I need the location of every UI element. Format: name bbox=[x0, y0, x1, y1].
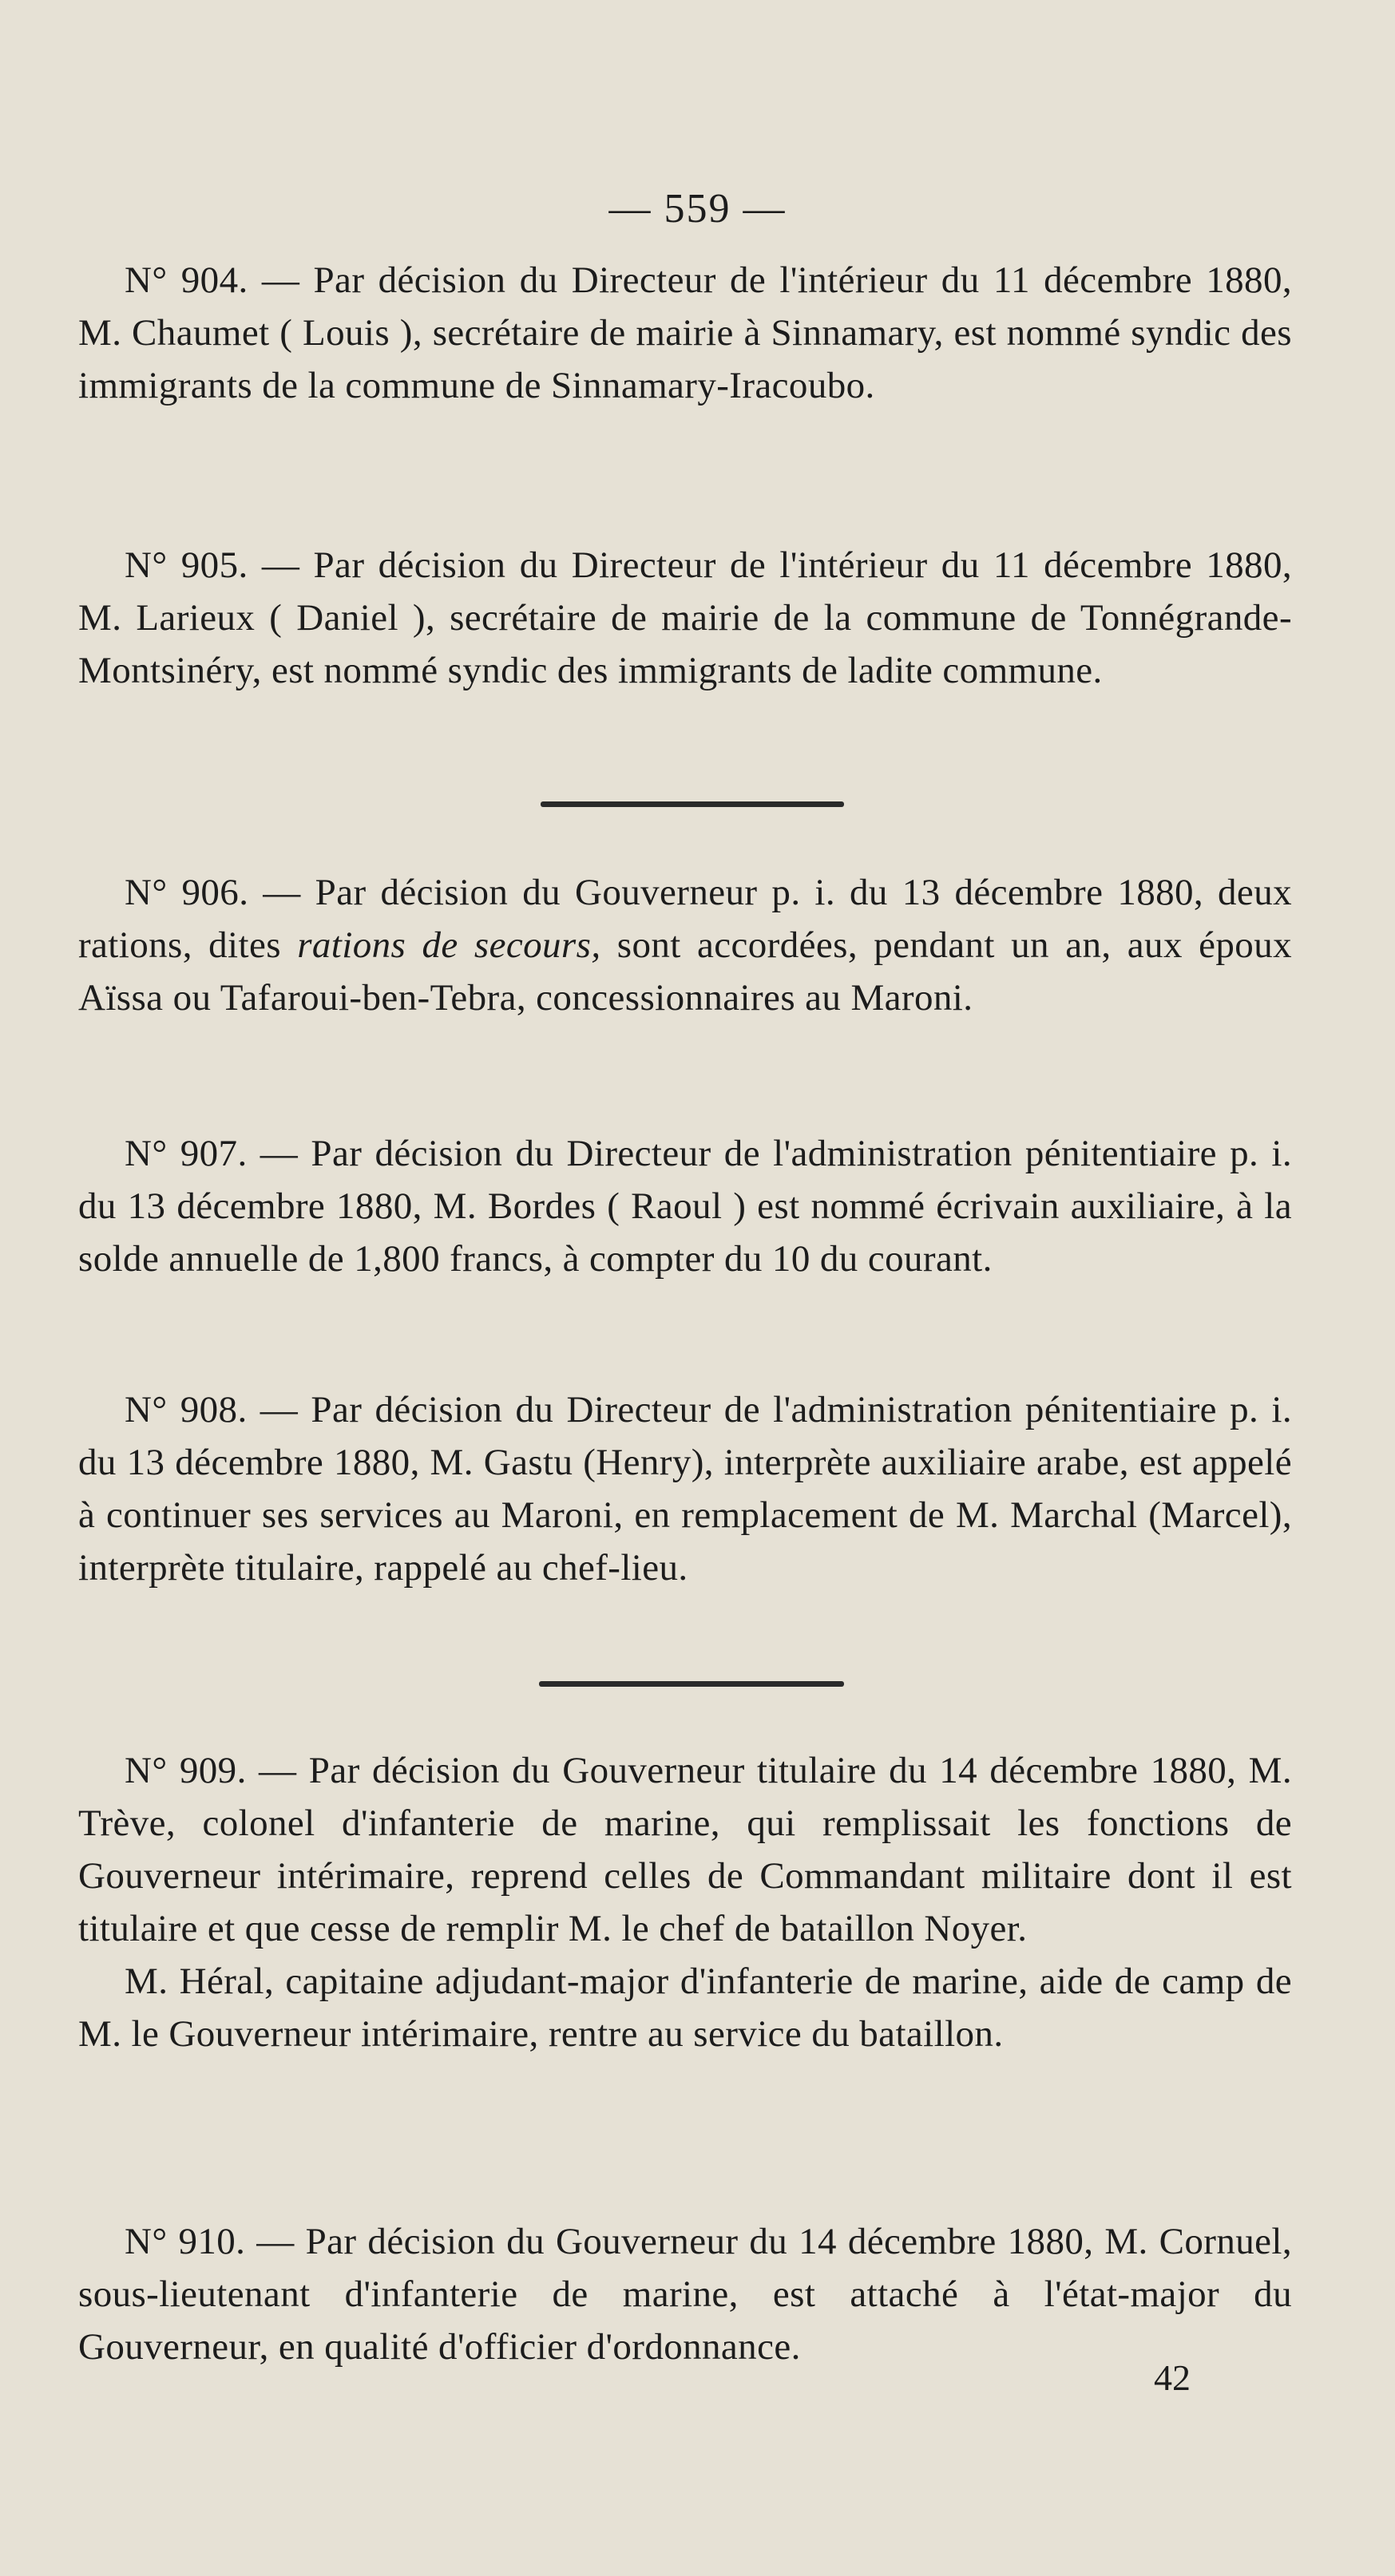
section-divider bbox=[539, 1681, 844, 1687]
decision-907-text: N° 907. — Par décision du Directeur de l'administration pénitentiaire p. i. du 13 décembre 1880, M. Bordes ( Raoul ) est nommé écrivain auxiliaire, à la solde annuelle de 1,800 francs, à compter du 10 du courant. bbox=[78, 1133, 1292, 1280]
decision-905-text: N° 905. — Par décision du Directeur de l'intérieur du 11 décembre 1880, M. Larieux ( Daniel ), secrétaire de mairie de la commune de Tonnégrande-Montsinéry, est nommé syndic des immigrants de ladite commune. bbox=[78, 544, 1292, 691]
decision-909-continuation: M. Héral, capitaine adjudant-major d'infanterie de marine, aide de camp de M. le Gouverneur intérimaire, rentre au service du bataillon. bbox=[78, 1961, 1292, 2055]
decision-904 bbox=[78, 254, 1292, 412]
decision-906-italic: rations de secours, bbox=[297, 924, 601, 966]
decision-906-after: sont accordées, pendant un an, aux époux Aïssa ou Tafaroui-ben-Tebra, concessionnaires au Maroni. bbox=[78, 924, 1292, 1019]
decision-910 bbox=[78, 2215, 1292, 2373]
page-number: — 559 — bbox=[608, 186, 787, 231]
decision-906-before: N° 906. — Par décision du Gouverneur p. i. du 13 décembre 1880, deux rations, dites bbox=[78, 872, 1292, 966]
decision-907 bbox=[78, 1127, 1292, 1285]
decision-909-text: N° 909. — Par décision du Gouverneur titulaire du 14 décembre 1880, M. Trève, colonel d'infanterie de marine, qui remplissait les fonctions de Gouverneur intérimaire, reprend celles de Commandant militaire dont il est titulaire et que cesse de remplir M. le chef de bataillon Noyer. bbox=[78, 1750, 1292, 1949]
decision-908-text: N° 908. — Par décision du Directeur de l'administration pénitentiaire p. i. du 13 décembre 1880, M. Gastu (Henry), interprète auxiliaire arabe, est appelé à continuer ses services au Maroni, en remplacement de M. Marchal (Marcel), interprète titulaire, rappelé au chef-lieu. bbox=[78, 1389, 1292, 1589]
signature-mark: 42 bbox=[1154, 2357, 1191, 2398]
decision-906-text bbox=[78, 866, 1292, 1024]
decision-906 bbox=[78, 866, 1292, 1024]
section-divider bbox=[541, 801, 844, 807]
decision-904-text: N° 904. — Par décision du Directeur de l'intérieur du 11 décembre 1880, M. Chaumet ( Louis ), secrétaire de mairie à Sinnamary, est nommé syndic des immigrants de la commune de Sinnamary-Iracoubo. bbox=[78, 259, 1292, 406]
decision-908 bbox=[78, 1383, 1292, 1594]
decision-910-text: N° 910. — Par décision du Gouverneur du 14 décembre 1880, M. Cornuel, sous-lieutenant d'infanterie de marine, est attaché à l'état-major du Gouverneur, en qualité d'officier d'ordonnance. bbox=[78, 2221, 1292, 2368]
decision-909 bbox=[78, 1744, 1292, 2060]
decision-905 bbox=[78, 539, 1292, 697]
